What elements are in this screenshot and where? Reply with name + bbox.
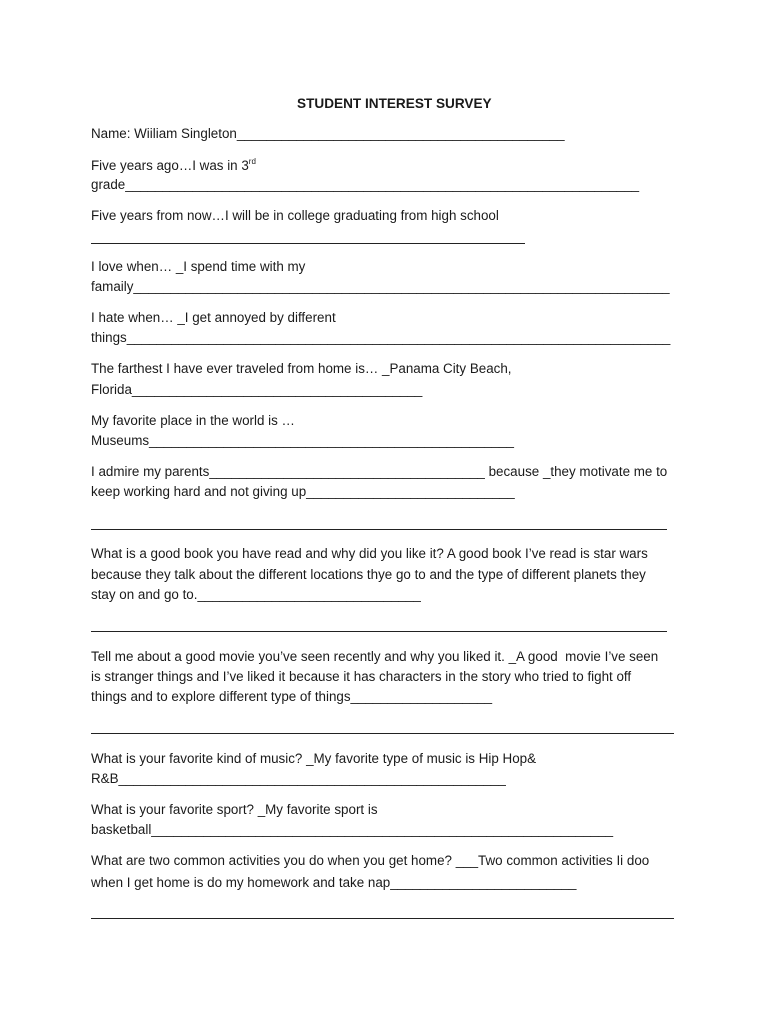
answer-rule (91, 733, 674, 734)
favorite-place-answer: Museums_________________________________________________ (91, 433, 514, 448)
answer-rule (91, 918, 674, 919)
admire-line: I admire my parents_____________________________________ because _they motivate me to (91, 464, 668, 479)
good-movie-line-1: Tell me about a good movie you’ve seen recently and why you liked it. _A good movie I’ve seen (91, 649, 659, 664)
good-book-line-2: because they talk about the different locations thye go to and the type of different planets they (91, 567, 646, 582)
farthest-traveled-answer: Florida_______________________________________ (91, 382, 423, 397)
farthest-traveled-line: The farthest I have ever traveled from home is… _Panama City Beach, (91, 361, 512, 376)
admire-line-2: keep working hard and not giving up____________________________ (91, 484, 515, 499)
good-movie-line-3: things and to explore different type of things___________________ (91, 689, 493, 704)
good-book-line-1: What is a good book you have read and why did you like it? A good book I’ve read is star wars (91, 546, 648, 561)
favorite-place-line: My favorite place in the world is … (91, 413, 295, 428)
favorite-music-answer: R&B____________________________________________________ (91, 771, 506, 786)
five-years-from-now-line: Five years from now…I will be in college graduating from high school (91, 208, 499, 223)
favorite-sport-answer: basketball______________________________________________________________ (91, 822, 614, 837)
common-activities-line-1: What are two common activities you do when you get home? ___Two common activities Ii doo (91, 853, 650, 868)
good-book-line-3: stay on and go to.______________________________ (91, 587, 421, 602)
five-years-ago-answer: grade_____________________________________________________________________ (91, 177, 640, 192)
answer-rule (91, 631, 667, 632)
survey-title: STUDENT INTEREST SURVEY (297, 96, 492, 111)
name-line: Name: Wiiliam Singleton____________________________________________ (91, 126, 565, 141)
ordinal-superscript: rd (248, 157, 256, 166)
common-activities-line-2: when I get home is do my homework and take nap_________________________ (91, 875, 577, 890)
love-when-answer: famaily________________________________________________________________________ (91, 279, 670, 294)
favorite-music-line: What is your favorite kind of music? _My favorite type of music is Hip Hop& (91, 751, 537, 766)
hate-when-answer: things_________________________________________________________________________ (91, 330, 671, 345)
hate-when-line: I hate when… _I get annoyed by different (91, 310, 336, 325)
love-when-line: I love when… _I spend time with my (91, 259, 306, 274)
five-years-ago-text: Five years ago…I was in 3 (91, 158, 249, 173)
answer-rule (91, 529, 667, 530)
answer-rule (91, 243, 525, 244)
good-movie-line-2: is stranger things and I’ve liked it because it has characters in the story who tried to fight off (91, 669, 632, 684)
favorite-sport-line: What is your favorite sport? _My favorite sport is (91, 802, 378, 817)
